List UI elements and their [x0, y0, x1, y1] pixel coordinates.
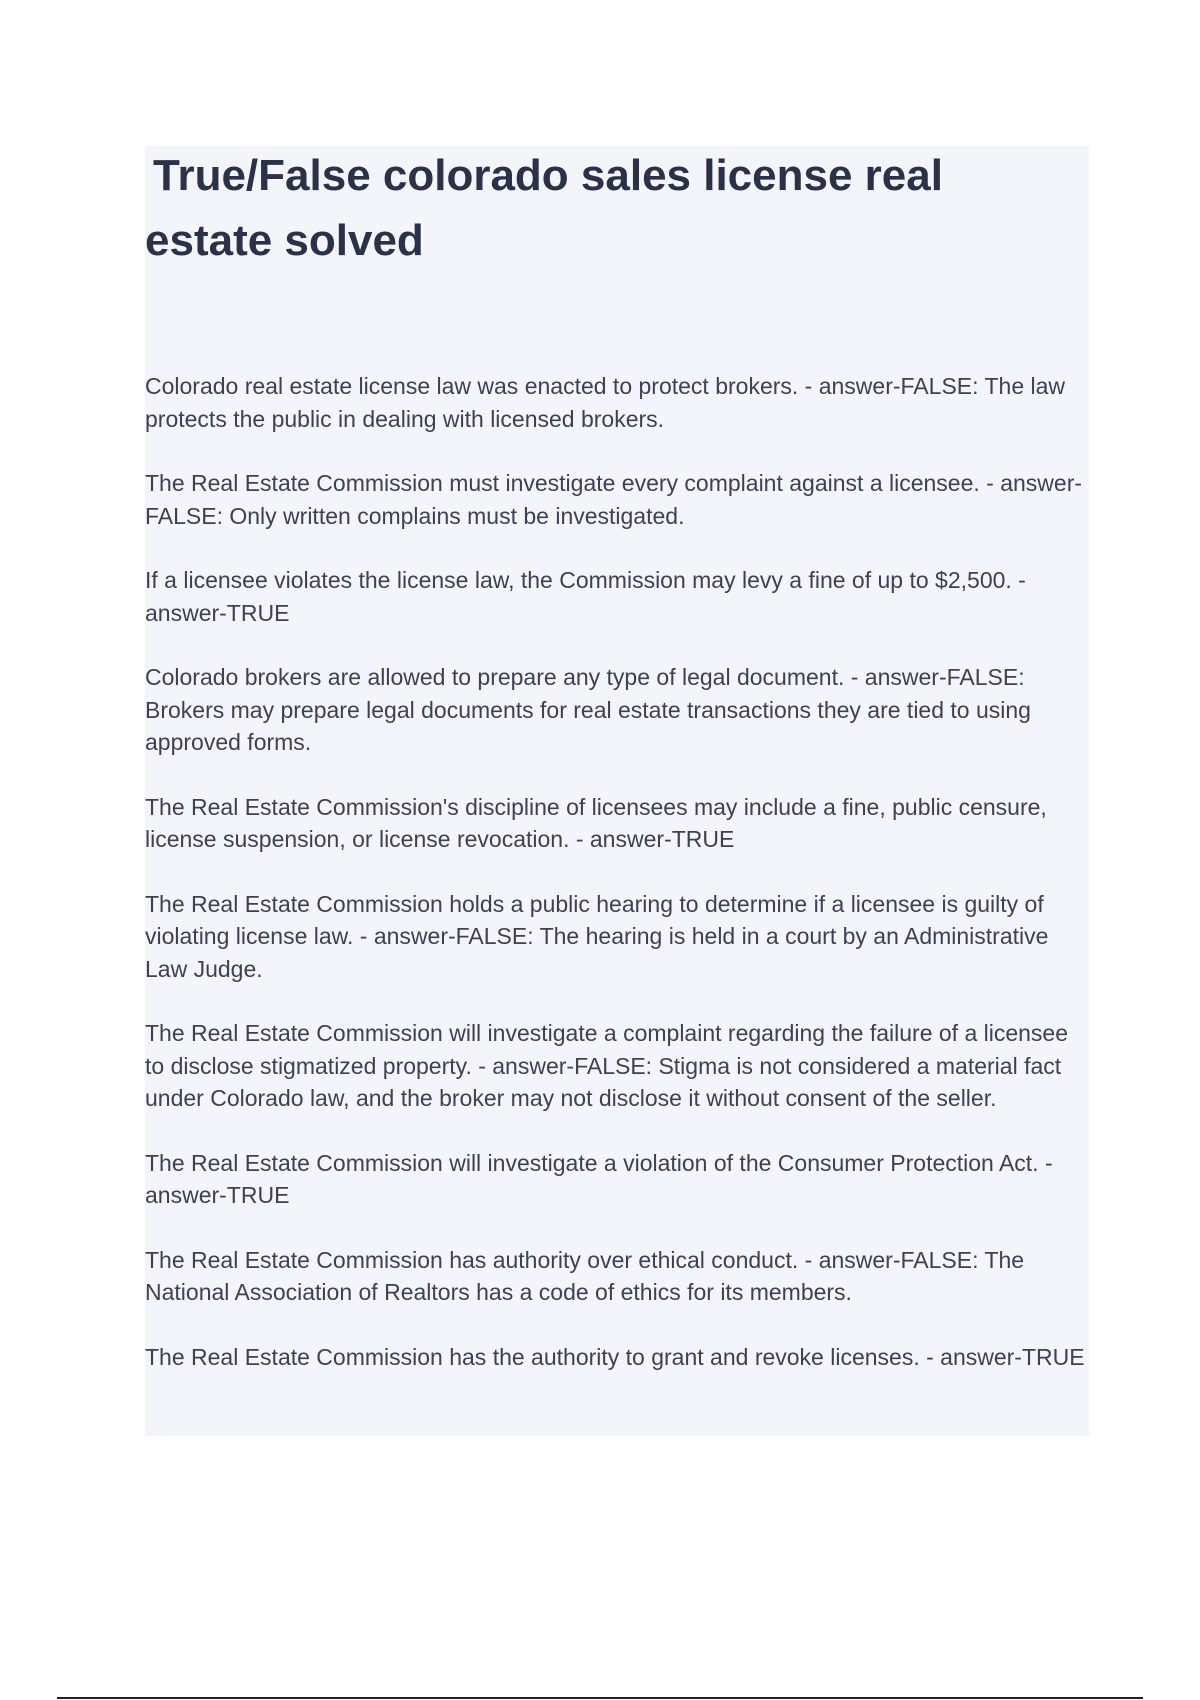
- document-title: True/False colorado sales license real estate solved: [145, 151, 943, 265]
- qa-item: If a licensee violates the license law, the Commission may levy a fine of up to $2,500. - answer-TRUE: [145, 567, 1026, 626]
- qa-item: The Real Estate Commission must investigate every complaint against a licensee. - answer-FALSE: Only written complains must be investigated.: [145, 470, 1083, 529]
- qa-item: The Real Estate Commission holds a public hearing to determine if a licensee is guilty of violating license law. - answer-FALSE: The hearing is held in a court by an Administrative Law Judge.: [145, 890, 1049, 982]
- qa-item: The Real Estate Commission will investigate a complaint regarding the failure of a licensee to disclose stigmatized property. - answer-FALSE: Stigma is not considered a material fact under Colorado law, and the broker may not disclose it without consent of the seller.: [145, 1020, 1069, 1111]
- qa-item: The Real Estate Commission will investigate a violation of the Consumer Protection Act. - answer-TRUE: [145, 1149, 1053, 1208]
- question-answer-list: [145, 370, 1090, 1405]
- qa-item: The Real Estate Commission has the authority to grant and revoke licenses. - answer-TRUE: [145, 1343, 1085, 1370]
- qa-item: The Real Estate Commission has authority over ethical conduct. - answer-FALSE: The National Association of Realtors has a code of ethics for its members.: [145, 1246, 1025, 1305]
- footer-divider: [57, 1697, 1143, 1699]
- qa-item: The Real Estate Commission's discipline of licensees may include a fine, public censure, license suspension, or license revocation. - answer-TRUE: [145, 793, 1047, 852]
- qa-item: Colorado real estate license law was enacted to protect brokers. - answer-FALSE: The law protects the public in dealing with licensed brokers.: [145, 373, 1066, 432]
- qa-item: Colorado brokers are allowed to prepare any type of legal document. - answer-FALSE: Brokers may prepare legal documents for real estate transactions they are tied to using approved forms.: [145, 664, 1031, 755]
